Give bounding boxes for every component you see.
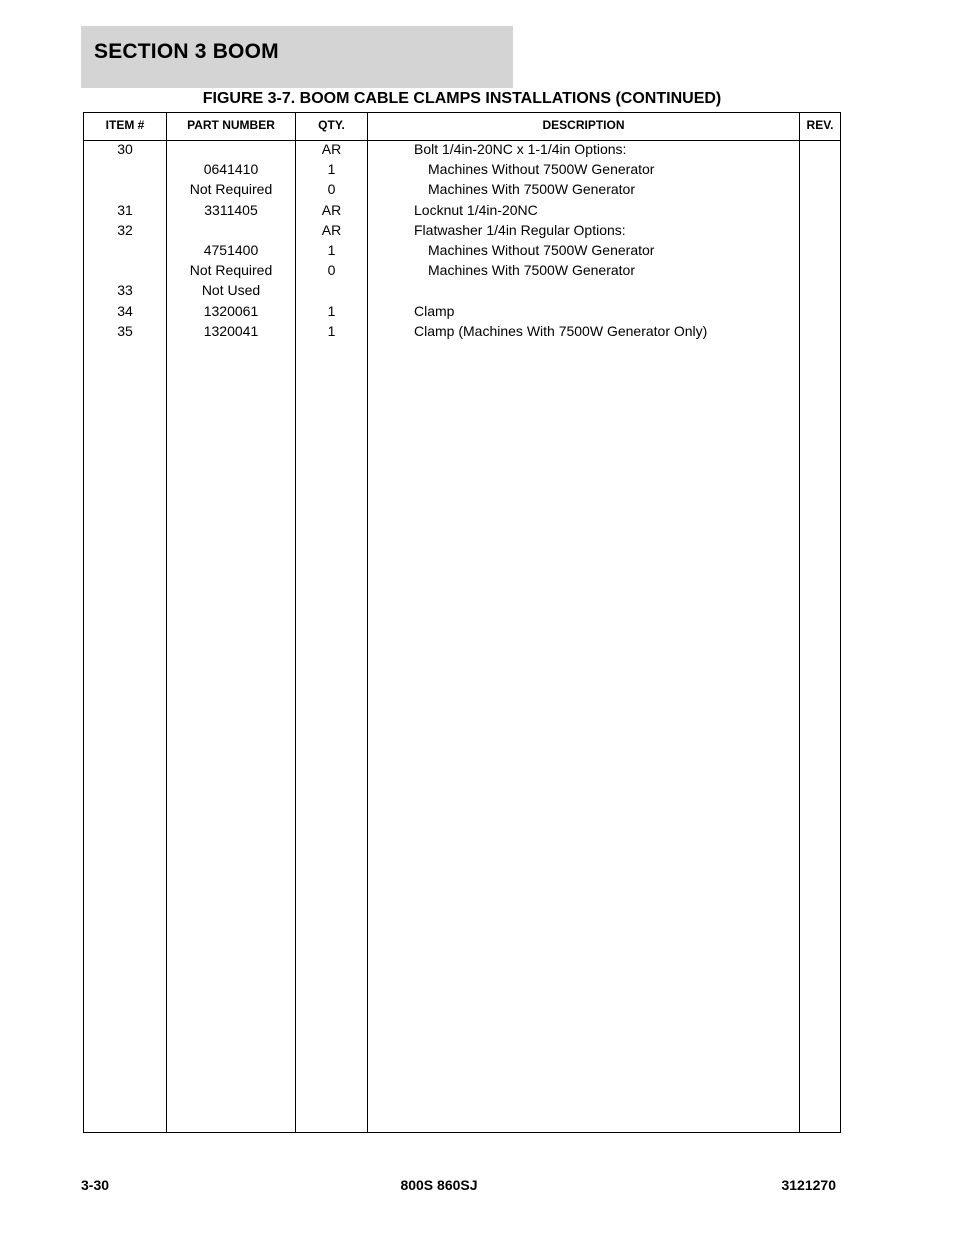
item-cell: 33	[117, 282, 133, 299]
table-row	[84, 181, 840, 201]
header-qty: QTY.	[318, 118, 345, 132]
qty-cell: AR	[321, 201, 342, 218]
part-number-cell: 0641410	[203, 161, 259, 178]
footer-page-number: 3-30	[81, 1177, 110, 1193]
table-row	[84, 222, 840, 242]
item-cell: 31	[117, 201, 133, 218]
section-banner	[81, 26, 513, 88]
qty-cell: 1	[327, 161, 336, 178]
qty-cell: AR	[321, 221, 342, 238]
table-row	[84, 282, 840, 302]
description-cell: Locknut 1/4in-20NC	[414, 201, 538, 218]
table-row	[84, 141, 840, 161]
description-cell: Machines Without 7500W Generator	[428, 241, 655, 258]
qty-cell: 0	[327, 181, 336, 198]
header-rev: REV.	[806, 118, 834, 132]
table-row	[84, 323, 840, 343]
description-cell: Machines With 7500W Generator	[428, 181, 635, 198]
description-cell: Flatwasher 1/4in Regular Options:	[414, 221, 626, 238]
qty-cell: 1	[327, 302, 336, 319]
table-row	[84, 262, 840, 282]
footer-doc-number: 3121270	[781, 1177, 836, 1193]
table-body	[84, 141, 840, 343]
header-part-number: PART NUMBER	[187, 118, 275, 132]
item-cell: 34	[117, 302, 133, 319]
part-number-cell: Not Used	[201, 282, 261, 299]
part-number-cell: Not Required	[189, 181, 273, 198]
item-cell: 35	[117, 322, 133, 339]
description-cell: Clamp	[414, 302, 455, 319]
qty-cell: 1	[327, 241, 336, 258]
part-number-cell: 1320061	[203, 302, 259, 319]
figure-title: FIGURE 3-7. BOOM CABLE CLAMPS INSTALLATIONS (CONTINUED)	[202, 90, 722, 107]
description-cell: Bolt 1/4in-20NC x 1-1/4in Options:	[414, 141, 627, 157]
part-number-cell: 1320041	[203, 322, 259, 339]
footer-model: 800S 860SJ	[400, 1177, 478, 1193]
qty-cell: 1	[327, 322, 336, 339]
table-row	[84, 303, 840, 323]
parts-table	[83, 112, 841, 1133]
table-row	[84, 202, 840, 222]
qty-cell: 0	[327, 262, 336, 279]
part-number-cell: Not Required	[189, 262, 273, 279]
header-description: DESCRIPTION	[542, 118, 625, 132]
header-item: ITEM #	[105, 118, 145, 132]
item-cell: 30	[117, 141, 133, 157]
description-cell: Machines With 7500W Generator	[428, 262, 635, 279]
table-row	[84, 161, 840, 181]
item-cell: 32	[117, 221, 133, 238]
description-cell: Machines Without 7500W Generator	[428, 161, 655, 178]
part-number-cell: 3311405	[204, 201, 258, 218]
qty-cell: AR	[321, 141, 342, 157]
table-row	[84, 242, 840, 262]
section-title: SECTION 3 BOOM	[94, 40, 279, 63]
part-number-cell: 4751400	[203, 241, 259, 258]
description-cell: Clamp (Machines With 7500W Generator Only)	[414, 322, 708, 339]
